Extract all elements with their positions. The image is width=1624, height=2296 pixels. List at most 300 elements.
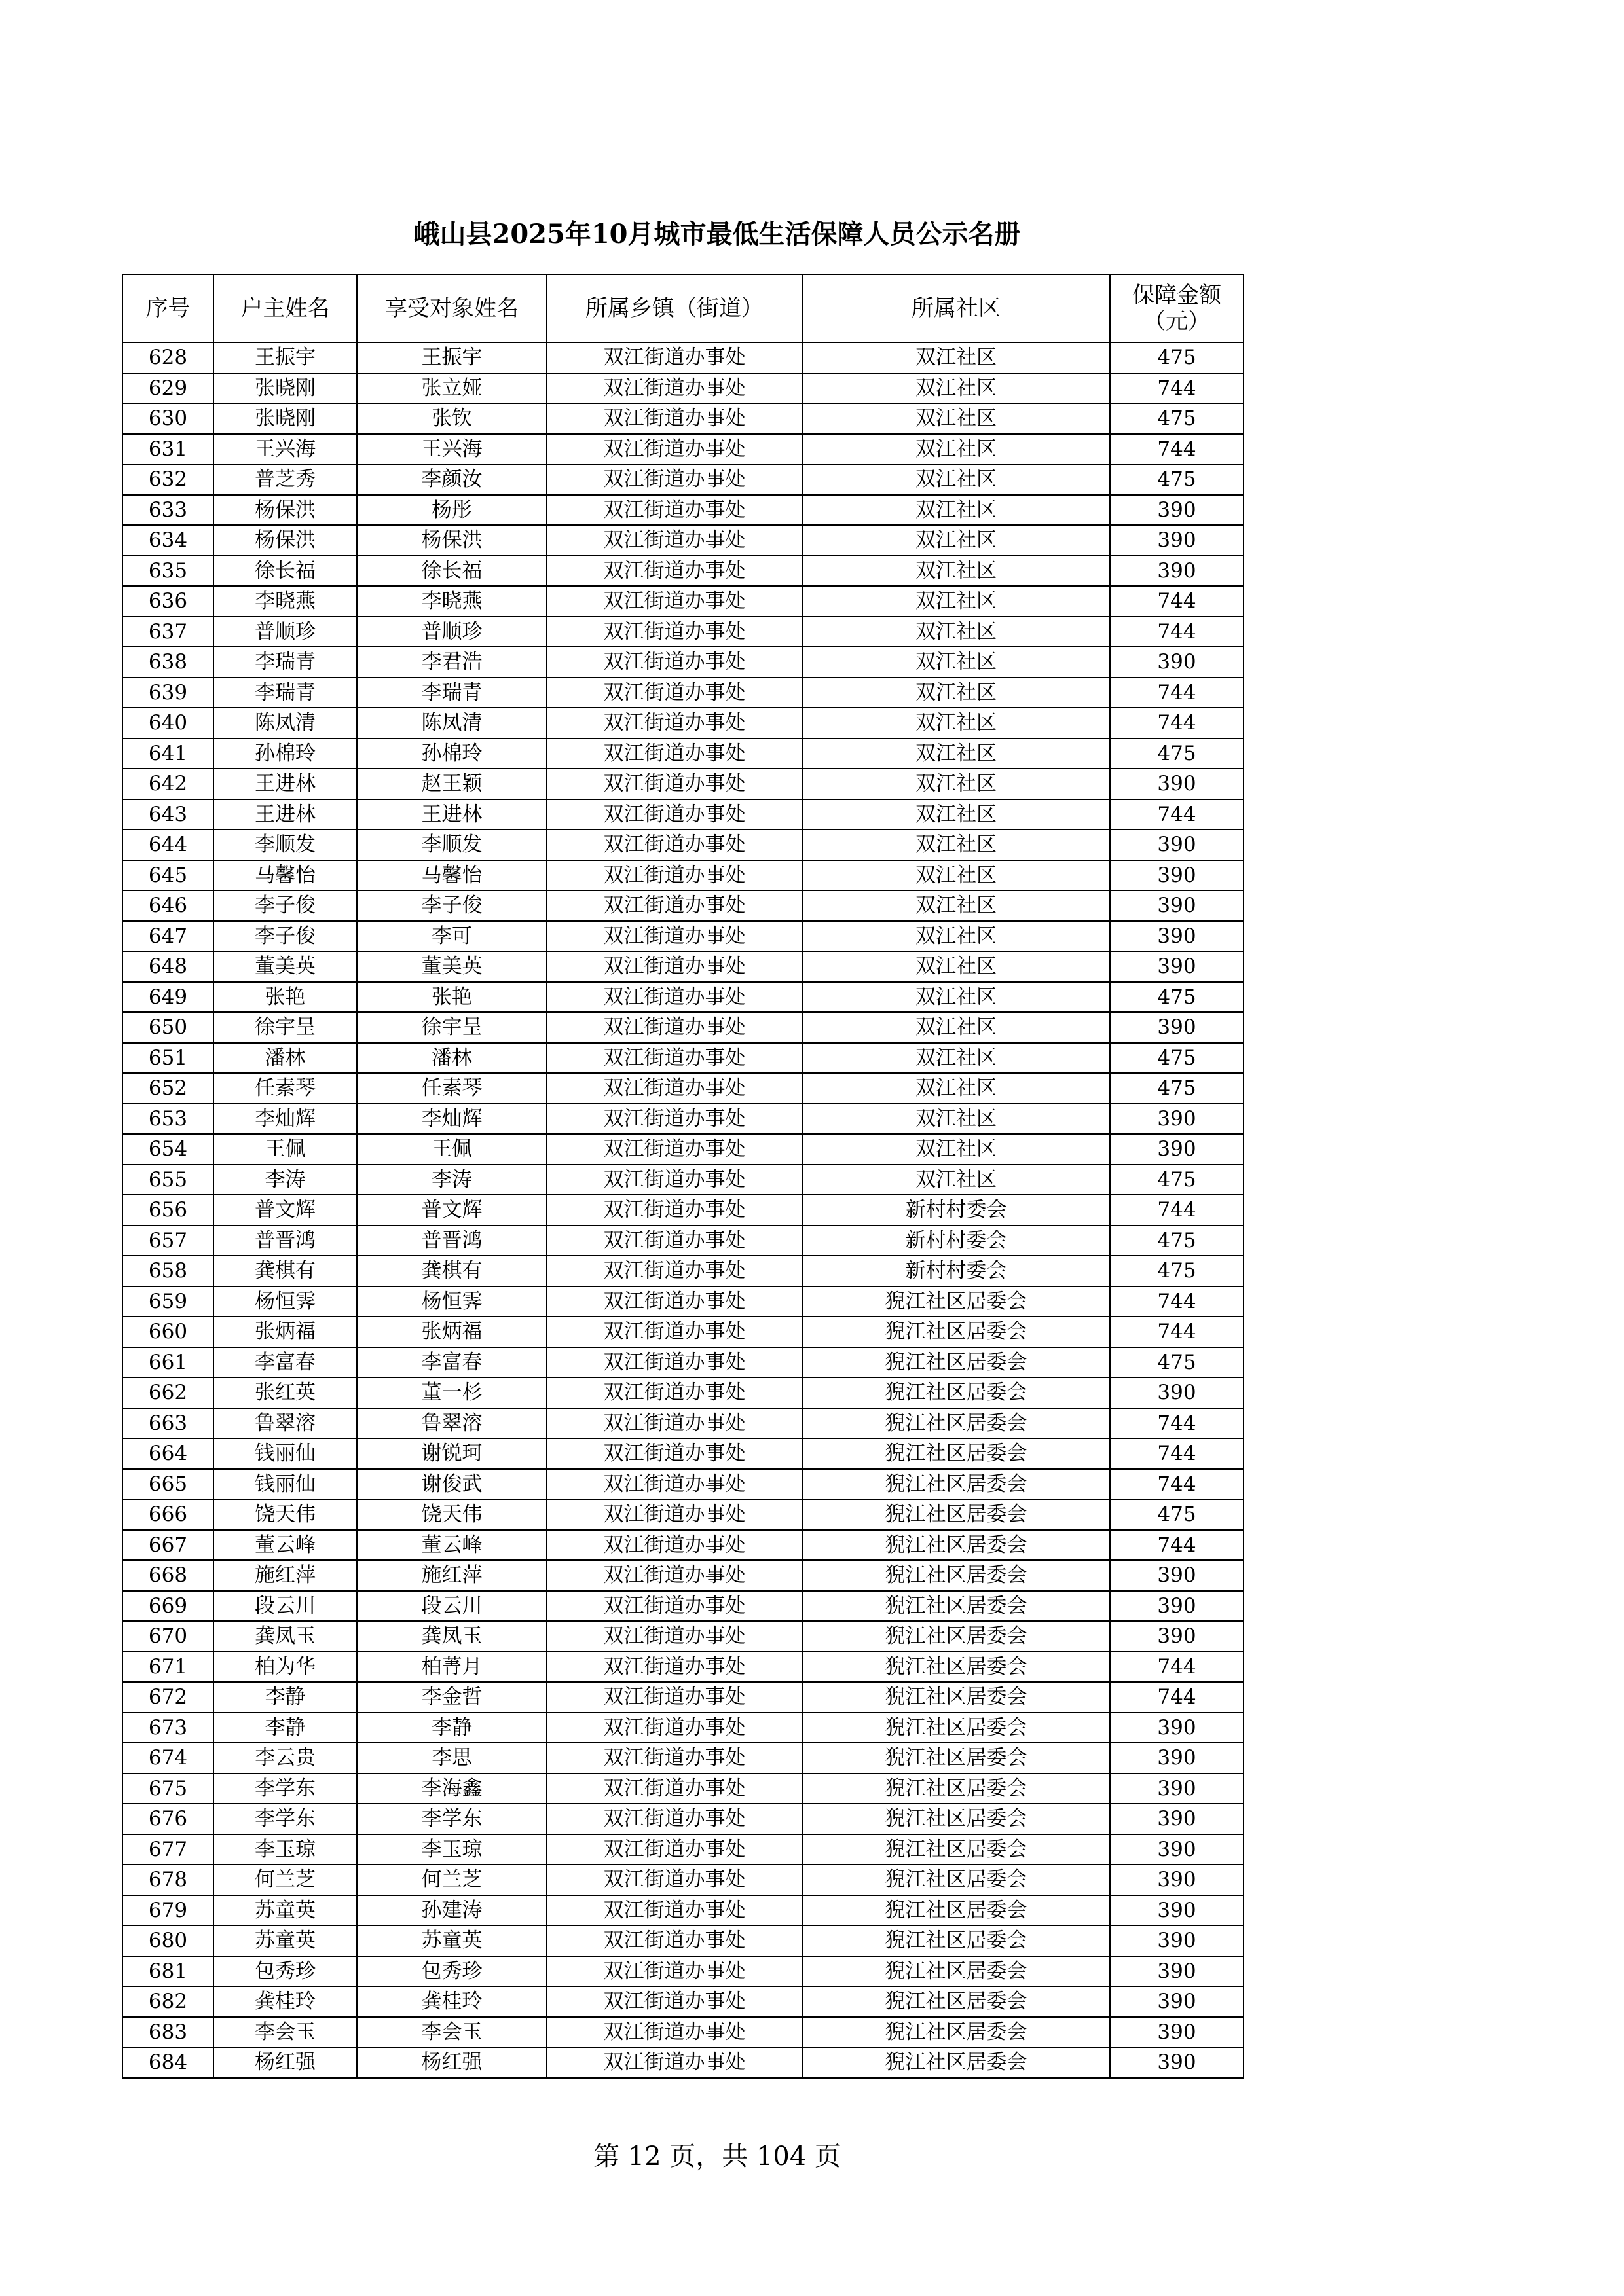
cell-town: 双江街道办事处	[547, 1925, 802, 1956]
cell-beneficiary: 李君浩	[357, 647, 547, 678]
cell-amount: 744	[1110, 1530, 1244, 1561]
cell-beneficiary: 李涛	[357, 1165, 547, 1195]
cell-seq: 653	[122, 1104, 213, 1135]
cell-householder: 陈凤清	[213, 708, 357, 738]
cell-householder: 普晋鸿	[213, 1226, 357, 1256]
cell-town: 双江街道办事处	[547, 1774, 802, 1804]
table-row	[122, 586, 1244, 617]
cell-householder: 李子俊	[213, 921, 357, 952]
page-title-text: 峨山县2025年10月城市最低生活保障人员公示名册	[413, 219, 1021, 249]
table-row	[122, 1408, 1244, 1439]
cell-community: 双江社区	[802, 373, 1110, 404]
cell-beneficiary: 杨彤	[357, 495, 547, 526]
cell-seq: 630	[122, 403, 213, 434]
cell-community: 新村村委会	[802, 1195, 1110, 1226]
cell-community: 猊江社区居委会	[802, 1986, 1110, 2017]
cell-beneficiary: 柏菁月	[357, 1652, 547, 1683]
cell-amount: 390	[1110, 860, 1244, 891]
cell-seq: 631	[122, 434, 213, 465]
table-row	[122, 921, 1244, 952]
cell-town: 双江街道办事处	[547, 1195, 802, 1226]
cell-beneficiary: 李海鑫	[357, 1774, 547, 1804]
cell-householder: 董云峰	[213, 1530, 357, 1561]
cell-householder: 苏童英	[213, 1925, 357, 1956]
table-row	[122, 1104, 1244, 1135]
cell-community: 猊江社区居委会	[802, 1469, 1110, 1500]
cell-amount: 744	[1110, 586, 1244, 617]
table-row	[122, 495, 1244, 526]
cell-beneficiary: 王振宇	[357, 342, 547, 373]
cell-community: 双江社区	[802, 342, 1110, 373]
cell-amount: 475	[1110, 738, 1244, 769]
table-row	[122, 2047, 1244, 2078]
table-row	[122, 799, 1244, 830]
cell-amount: 475	[1110, 342, 1244, 373]
cell-seq: 656	[122, 1195, 213, 1226]
cell-beneficiary: 杨保洪	[357, 525, 547, 556]
header-beneficiary: 享受对象姓名	[357, 274, 547, 342]
cell-householder: 苏童英	[213, 1895, 357, 1926]
cell-seq: 646	[122, 890, 213, 921]
cell-householder: 马馨怡	[213, 860, 357, 891]
cell-beneficiary: 段云川	[357, 1591, 547, 1622]
cell-town: 双江街道办事处	[547, 1073, 802, 1104]
cell-beneficiary: 李颜汝	[357, 464, 547, 495]
cell-town: 双江街道办事处	[547, 556, 802, 587]
cell-householder: 李富春	[213, 1347, 357, 1378]
cell-householder: 杨红强	[213, 2047, 357, 2078]
cell-community: 双江社区	[802, 1134, 1110, 1165]
cell-seq: 644	[122, 829, 213, 860]
cell-beneficiary: 李可	[357, 921, 547, 952]
cell-amount: 475	[1110, 403, 1244, 434]
cell-seq: 661	[122, 1347, 213, 1378]
cell-town: 双江街道办事处	[547, 342, 802, 373]
cell-community: 双江社区	[802, 403, 1110, 434]
cell-community: 猊江社区居委会	[802, 1560, 1110, 1591]
cell-town: 双江街道办事处	[547, 373, 802, 404]
cell-householder: 张艳	[213, 982, 357, 1013]
cell-amount: 390	[1110, 1956, 1244, 1987]
cell-community: 新村村委会	[802, 1256, 1110, 1286]
cell-beneficiary: 普文辉	[357, 1195, 547, 1226]
cell-town: 双江街道办事处	[547, 1165, 802, 1195]
cell-amount: 744	[1110, 434, 1244, 465]
cell-amount: 390	[1110, 556, 1244, 587]
cell-amount: 744	[1110, 373, 1244, 404]
cell-seq: 640	[122, 708, 213, 738]
cell-seq: 667	[122, 1530, 213, 1561]
cell-town: 双江街道办事处	[547, 464, 802, 495]
cell-seq: 629	[122, 373, 213, 404]
cell-amount: 744	[1110, 617, 1244, 647]
cell-town: 双江街道办事处	[547, 586, 802, 617]
cell-town: 双江街道办事处	[547, 1986, 802, 2017]
cell-beneficiary: 杨恒霁	[357, 1286, 547, 1317]
cell-beneficiary: 任素琴	[357, 1073, 547, 1104]
cell-town: 双江街道办事处	[547, 829, 802, 860]
cell-householder: 柏为华	[213, 1652, 357, 1683]
cell-town: 双江街道办事处	[547, 921, 802, 952]
header-amount-line1: 保障金额	[1132, 282, 1221, 308]
cell-householder: 龚棋有	[213, 1256, 357, 1286]
cell-beneficiary: 李学东	[357, 1804, 547, 1834]
cell-beneficiary: 张艳	[357, 982, 547, 1013]
cell-seq: 659	[122, 1286, 213, 1317]
table-row	[122, 1043, 1244, 1074]
cell-town: 双江街道办事处	[547, 403, 802, 434]
cell-community: 猊江社区居委会	[802, 1743, 1110, 1774]
cell-householder: 王进林	[213, 769, 357, 799]
cell-community: 双江社区	[802, 647, 1110, 678]
cell-community: 猊江社区居委会	[802, 1925, 1110, 1956]
cell-town: 双江街道办事处	[547, 1256, 802, 1286]
page-number: 第 12 页，共 104 页	[593, 2141, 841, 2172]
cell-householder: 李云贵	[213, 1743, 357, 1774]
cell-town: 双江街道办事处	[547, 860, 802, 891]
cell-amount: 744	[1110, 1286, 1244, 1317]
table-row	[122, 403, 1244, 434]
cell-amount: 390	[1110, 1713, 1244, 1743]
cell-seq: 673	[122, 1713, 213, 1743]
cell-householder: 任素琴	[213, 1073, 357, 1104]
cell-amount: 390	[1110, 1895, 1244, 1926]
cell-householder: 王进林	[213, 799, 357, 830]
cell-town: 双江街道办事处	[547, 951, 802, 982]
cell-amount: 390	[1110, 1134, 1244, 1165]
cell-householder: 徐宇呈	[213, 1012, 357, 1043]
cell-householder: 龚凤玉	[213, 1621, 357, 1652]
cell-town: 双江街道办事处	[547, 1682, 802, 1713]
cell-beneficiary: 董云峰	[357, 1530, 547, 1561]
table-row	[122, 617, 1244, 647]
cell-seq: 657	[122, 1226, 213, 1256]
cell-seq: 678	[122, 1865, 213, 1895]
cell-town: 双江街道办事处	[547, 1469, 802, 1500]
cell-beneficiary: 李富春	[357, 1347, 547, 1378]
cell-community: 双江社区	[802, 708, 1110, 738]
cell-beneficiary: 施红萍	[357, 1560, 547, 1591]
table-row	[122, 1895, 1244, 1926]
cell-seq: 637	[122, 617, 213, 647]
cell-householder: 普顺珍	[213, 617, 357, 647]
cell-community: 猊江社区居委会	[802, 1804, 1110, 1834]
cell-beneficiary: 谢锐珂	[357, 1438, 547, 1469]
cell-seq: 668	[122, 1560, 213, 1591]
cell-town: 双江街道办事处	[547, 1377, 802, 1408]
cell-amount: 390	[1110, 1621, 1244, 1652]
cell-householder: 杨保洪	[213, 525, 357, 556]
cell-town: 双江街道办事处	[547, 1134, 802, 1165]
cell-seq: 643	[122, 799, 213, 830]
cell-community: 猊江社区居委会	[802, 1317, 1110, 1347]
table-row	[122, 1560, 1244, 1591]
cell-amount: 390	[1110, 1012, 1244, 1043]
cell-beneficiary: 徐宇呈	[357, 1012, 547, 1043]
cell-amount: 475	[1110, 1165, 1244, 1195]
cell-amount: 390	[1110, 1925, 1244, 1956]
cell-beneficiary: 赵王颖	[357, 769, 547, 799]
cell-community: 双江社区	[802, 982, 1110, 1013]
cell-beneficiary: 龚桂玲	[357, 1986, 547, 2017]
cell-community: 双江社区	[802, 1073, 1110, 1104]
cell-amount: 390	[1110, 1377, 1244, 1408]
cell-householder: 包秀珍	[213, 1956, 357, 1987]
cell-householder: 董美英	[213, 951, 357, 982]
cell-town: 双江街道办事处	[547, 1895, 802, 1926]
cell-seq: 679	[122, 1895, 213, 1926]
cell-town: 双江街道办事处	[547, 1743, 802, 1774]
cell-town: 双江街道办事处	[547, 1530, 802, 1561]
cell-householder: 李瑞青	[213, 678, 357, 708]
cell-seq: 635	[122, 556, 213, 587]
cell-seq: 671	[122, 1652, 213, 1683]
cell-town: 双江街道办事处	[547, 1347, 802, 1378]
cell-community: 猊江社区居委会	[802, 1713, 1110, 1743]
cell-beneficiary: 杨红强	[357, 2047, 547, 2078]
cell-seq: 641	[122, 738, 213, 769]
cell-beneficiary: 龚棋有	[357, 1256, 547, 1286]
cell-community: 猊江社区居委会	[802, 1438, 1110, 1469]
cell-community: 猊江社区居委会	[802, 1956, 1110, 1987]
cell-beneficiary: 苏童英	[357, 1925, 547, 1956]
table-row	[122, 1195, 1244, 1226]
cell-seq: 665	[122, 1469, 213, 1500]
cell-community: 双江社区	[802, 556, 1110, 587]
table-row	[122, 1743, 1244, 1774]
cell-beneficiary: 包秀珍	[357, 1956, 547, 1987]
cell-beneficiary: 李玉琼	[357, 1834, 547, 1865]
cell-beneficiary: 李顺发	[357, 829, 547, 860]
cell-community: 双江社区	[802, 617, 1110, 647]
cell-amount: 390	[1110, 1865, 1244, 1895]
cell-householder: 李晓燕	[213, 586, 357, 617]
cell-seq: 677	[122, 1834, 213, 1865]
cell-community: 双江社区	[802, 525, 1110, 556]
cell-seq: 676	[122, 1804, 213, 1834]
cell-seq: 638	[122, 647, 213, 678]
table-row	[122, 1865, 1244, 1895]
cell-town: 双江街道办事处	[547, 1956, 802, 1987]
cell-community: 双江社区	[802, 464, 1110, 495]
cell-householder: 何兰芝	[213, 1865, 357, 1895]
header-amount-line2: （元）	[1143, 308, 1210, 335]
cell-town: 双江街道办事处	[547, 617, 802, 647]
cell-town: 双江街道办事处	[547, 1438, 802, 1469]
cell-seq: 642	[122, 769, 213, 799]
cell-householder: 钱丽仙	[213, 1438, 357, 1469]
cell-town: 双江街道办事处	[547, 1012, 802, 1043]
cell-householder: 杨保洪	[213, 495, 357, 526]
cell-householder: 段云川	[213, 1591, 357, 1622]
cell-amount: 744	[1110, 799, 1244, 830]
cell-town: 双江街道办事处	[547, 495, 802, 526]
table-row	[122, 860, 1244, 891]
cell-householder: 王兴海	[213, 434, 357, 465]
table-row	[122, 342, 1244, 373]
cell-community: 猊江社区居委会	[802, 1652, 1110, 1683]
cell-seq: 634	[122, 525, 213, 556]
cell-beneficiary: 谢俊武	[357, 1469, 547, 1500]
table-row	[122, 1925, 1244, 1956]
cell-beneficiary: 李会玉	[357, 2017, 547, 2048]
cell-seq: 675	[122, 1774, 213, 1804]
cell-town: 双江街道办事处	[547, 1499, 802, 1530]
cell-community: 双江社区	[802, 1012, 1110, 1043]
cell-amount: 390	[1110, 2017, 1244, 2048]
table-row	[122, 1469, 1244, 1500]
cell-community: 猊江社区居委会	[802, 2017, 1110, 2048]
cell-beneficiary: 张钦	[357, 403, 547, 434]
cell-seq: 632	[122, 464, 213, 495]
cell-amount: 744	[1110, 1652, 1244, 1683]
cell-seq: 652	[122, 1073, 213, 1104]
cell-beneficiary: 张立娅	[357, 373, 547, 404]
roster-table	[122, 274, 1244, 2079]
cell-seq: 651	[122, 1043, 213, 1074]
table-row	[122, 2017, 1244, 2048]
table-row	[122, 1165, 1244, 1195]
cell-community: 双江社区	[802, 1104, 1110, 1135]
cell-householder: 孙棉玲	[213, 738, 357, 769]
cell-householder: 李瑞青	[213, 647, 357, 678]
table-row	[122, 1621, 1244, 1652]
cell-community: 猊江社区居委会	[802, 1377, 1110, 1408]
cell-community: 双江社区	[802, 1165, 1110, 1195]
cell-town: 双江街道办事处	[547, 1804, 802, 1834]
cell-seq: 670	[122, 1621, 213, 1652]
cell-householder: 张晓刚	[213, 403, 357, 434]
table-row	[122, 373, 1244, 404]
cell-community: 猊江社区居委会	[802, 1530, 1110, 1561]
cell-seq: 639	[122, 678, 213, 708]
cell-amount: 390	[1110, 951, 1244, 982]
table-row	[122, 890, 1244, 921]
cell-town: 双江街道办事处	[547, 1226, 802, 1256]
cell-householder: 李顺发	[213, 829, 357, 860]
table-row	[122, 1682, 1244, 1713]
cell-householder: 李学东	[213, 1774, 357, 1804]
cell-amount: 744	[1110, 1438, 1244, 1469]
cell-seq: 654	[122, 1134, 213, 1165]
cell-amount: 390	[1110, 1804, 1244, 1834]
cell-amount: 390	[1110, 890, 1244, 921]
table-row	[122, 1377, 1244, 1408]
cell-community: 猊江社区居委会	[802, 2047, 1110, 2078]
cell-community: 双江社区	[802, 860, 1110, 891]
cell-beneficiary: 鲁翠溶	[357, 1408, 547, 1439]
cell-community: 猊江社区居委会	[802, 1286, 1110, 1317]
cell-beneficiary: 李灿辉	[357, 1104, 547, 1135]
cell-community: 双江社区	[802, 829, 1110, 860]
cell-seq: 648	[122, 951, 213, 982]
cell-householder: 施红萍	[213, 1560, 357, 1591]
cell-seq: 684	[122, 2047, 213, 2078]
cell-householder: 张红英	[213, 1377, 357, 1408]
cell-seq: 645	[122, 860, 213, 891]
cell-community: 双江社区	[802, 434, 1110, 465]
cell-amount: 475	[1110, 1073, 1244, 1104]
cell-amount: 390	[1110, 525, 1244, 556]
cell-householder: 普芝秀	[213, 464, 357, 495]
table-row	[122, 769, 1244, 799]
cell-beneficiary: 李晓燕	[357, 586, 547, 617]
table-row	[122, 1804, 1244, 1834]
cell-community: 猊江社区居委会	[802, 1895, 1110, 1926]
header-householder: 户主姓名	[213, 274, 357, 342]
table-row	[122, 1012, 1244, 1043]
cell-householder: 张晓刚	[213, 373, 357, 404]
cell-beneficiary: 孙建涛	[357, 1895, 547, 1926]
cell-amount: 475	[1110, 1499, 1244, 1530]
cell-beneficiary: 潘林	[357, 1043, 547, 1074]
cell-householder: 李子俊	[213, 890, 357, 921]
cell-town: 双江街道办事处	[547, 708, 802, 738]
cell-seq: 672	[122, 1682, 213, 1713]
cell-town: 双江街道办事处	[547, 1104, 802, 1135]
table-row	[122, 434, 1244, 465]
table-row	[122, 1774, 1244, 1804]
cell-amount: 475	[1110, 1043, 1244, 1074]
cell-community: 双江社区	[802, 921, 1110, 952]
cell-beneficiary: 李思	[357, 1743, 547, 1774]
cell-town: 双江街道办事处	[547, 1621, 802, 1652]
cell-amount: 390	[1110, 1591, 1244, 1622]
cell-householder: 李灿辉	[213, 1104, 357, 1135]
cell-beneficiary: 王兴海	[357, 434, 547, 465]
cell-town: 双江街道办事处	[547, 1408, 802, 1439]
cell-seq: 650	[122, 1012, 213, 1043]
cell-householder: 张炳福	[213, 1317, 357, 1347]
table-row	[122, 1956, 1244, 1987]
cell-seq: 662	[122, 1377, 213, 1408]
cell-amount: 390	[1110, 1743, 1244, 1774]
cell-seq: 628	[122, 342, 213, 373]
cell-community: 双江社区	[802, 678, 1110, 708]
cell-beneficiary: 饶天伟	[357, 1499, 547, 1530]
cell-amount: 390	[1110, 921, 1244, 952]
cell-seq: 647	[122, 921, 213, 952]
cell-community: 双江社区	[802, 769, 1110, 799]
cell-town: 双江街道办事处	[547, 1043, 802, 1074]
cell-town: 双江街道办事处	[547, 647, 802, 678]
cell-amount: 390	[1110, 647, 1244, 678]
cell-amount: 475	[1110, 982, 1244, 1013]
cell-seq: 636	[122, 586, 213, 617]
cell-householder: 鲁翠溶	[213, 1408, 357, 1439]
cell-seq: 680	[122, 1925, 213, 1956]
cell-amount: 475	[1110, 1256, 1244, 1286]
table-row	[122, 647, 1244, 678]
cell-seq: 669	[122, 1591, 213, 1622]
table-row	[122, 1652, 1244, 1683]
cell-beneficiary: 何兰芝	[357, 1865, 547, 1895]
cell-beneficiary: 徐长福	[357, 556, 547, 587]
table-row	[122, 678, 1244, 708]
cell-seq: 633	[122, 495, 213, 526]
cell-householder: 李涛	[213, 1165, 357, 1195]
cell-beneficiary: 董一杉	[357, 1377, 547, 1408]
cell-community: 双江社区	[802, 951, 1110, 982]
table-row	[122, 1073, 1244, 1104]
cell-seq: 681	[122, 1956, 213, 1987]
cell-amount: 390	[1110, 1560, 1244, 1591]
cell-community: 猊江社区居委会	[802, 1682, 1110, 1713]
page-title	[0, 213, 1624, 251]
cell-seq: 683	[122, 2017, 213, 2048]
cell-community: 猊江社区居委会	[802, 1591, 1110, 1622]
table-row	[122, 1347, 1244, 1378]
